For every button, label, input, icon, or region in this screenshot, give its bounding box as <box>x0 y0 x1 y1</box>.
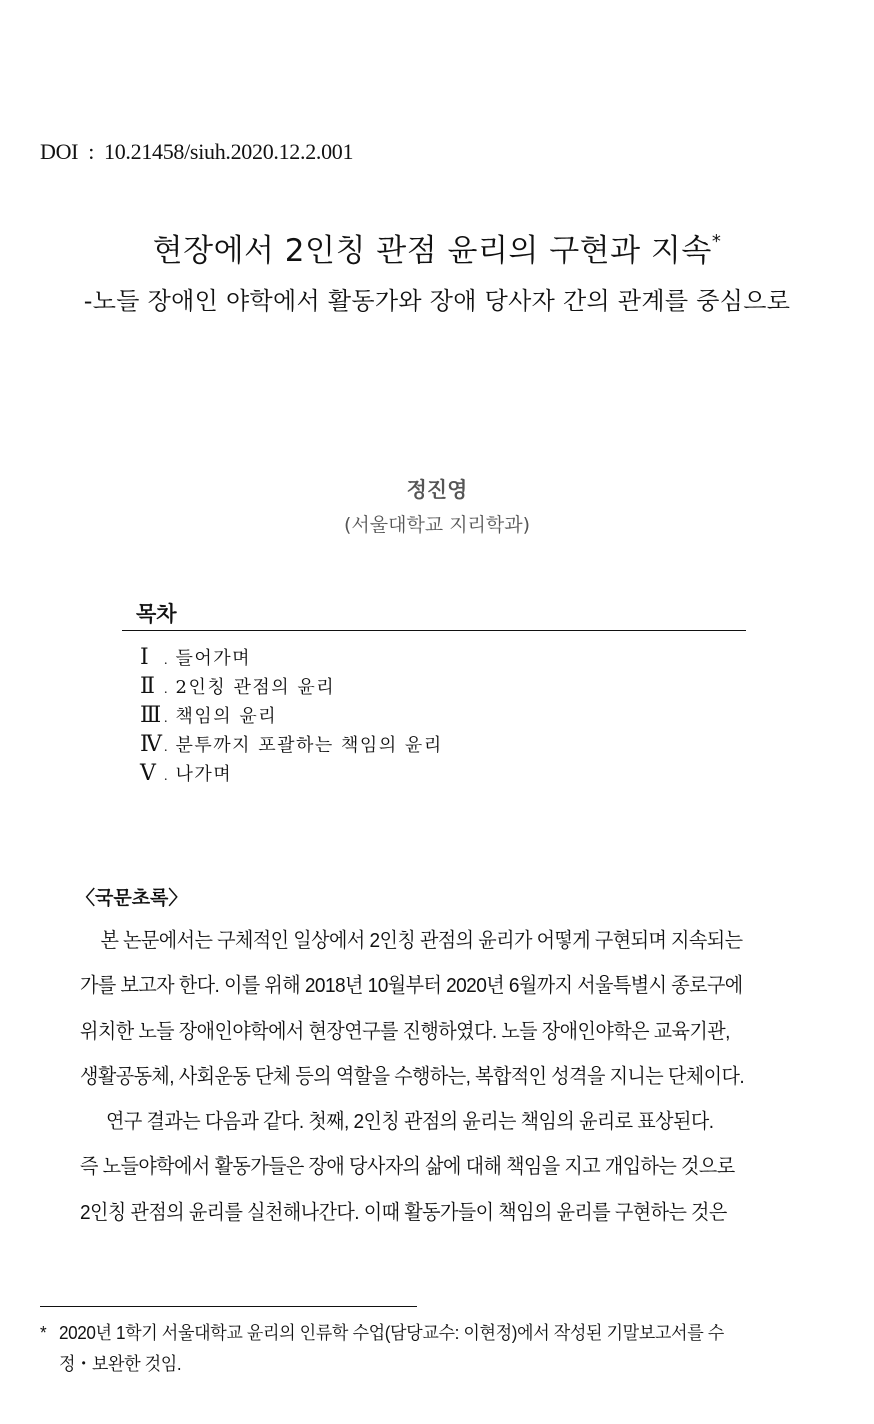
toc-item-5[interactable] <box>140 758 443 787</box>
abstract-line: 즉 노들야학에서 활동가들은 장애 당사자의 삶에 대해 책임을 지고 개입하는 것으로 <box>80 1155 735 1179</box>
toc-divider <box>122 630 746 631</box>
title-footnote-marker[interactable]: * <box>711 231 722 252</box>
footnote-line-1 <box>40 1318 800 1349</box>
toc-item-dot: . <box>164 653 168 668</box>
toc-item-label: 2인칭 관점의 윤리 <box>175 677 336 698</box>
paper-title <box>0 225 874 270</box>
toc-item-label: 들어가며 <box>175 648 252 669</box>
doi <box>40 139 353 165</box>
footnote <box>40 1318 840 1380</box>
toc-item-dot: . <box>164 740 168 755</box>
footnote-divider <box>40 1306 417 1307</box>
toc-item-2[interactable] <box>140 671 443 700</box>
abstract-line: 2인칭 관점의 윤리를 실천해나간다. 이때 활동가들이 책임의 윤리를 구현하는 것은 <box>80 1200 727 1224</box>
toc-item-number: Ⅱ <box>140 673 155 698</box>
doi-value: 10.21458/siuh.2020.12.2.001 <box>104 139 354 164</box>
abstract-heading: 〈국문초록〉 <box>76 887 188 909</box>
footnote-text: 2020년 1학기 서울대학교 윤리의 인류학 수업(담당교수: 이현정)에서 작성된 기말보고서를 수 <box>59 1323 724 1343</box>
toc-item-number: Ⅲ <box>140 702 162 727</box>
toc-item-dot: . <box>164 682 168 697</box>
toc-item-label: 책임의 윤리 <box>175 706 278 727</box>
toc-item-dot: . <box>164 769 168 784</box>
paper-title-text: 현장에서 2인칭 관점 윤리의 구현과 지속 <box>152 233 712 269</box>
toc-item-label: 분투까지 포괄하는 책임의 윤리 <box>175 735 443 756</box>
doi-separator: : <box>88 139 95 164</box>
table-of-contents <box>140 642 443 787</box>
toc-item-3[interactable] <box>140 700 443 729</box>
paper-subtitle: -노들 장애인 야학에서 활동가와 장애 당사자 간의 관계를 중심으로 <box>83 287 791 315</box>
abstract-line: 생활공동체, 사회운동 단체 등의 역할을 수행하는, 복합적인 성격을 지니는 단체이다. <box>80 1064 745 1088</box>
author-name: 정진영 <box>406 478 468 502</box>
toc-item-dot: . <box>164 711 168 726</box>
footnote-line-2: 정・보완한 것임. <box>59 1354 182 1374</box>
abstract-line: 연구 결과는 다음과 같다. 첫째, 2인칭 관점의 윤리는 책임의 윤리로 표상된다. <box>106 1110 714 1134</box>
abstract-line: 가를 보고자 한다. 이를 위해 2018년 10월부터 2020년 6월까지 서울특별시 종로구에 <box>80 974 743 998</box>
toc-item-number: Ⅴ <box>140 760 156 785</box>
doi-label: DOI <box>40 139 79 164</box>
footnote-marker: * <box>40 1323 47 1343</box>
toc-item-number: Ⅰ <box>140 644 149 669</box>
abstract-line: 본 논문에서는 구체적인 일상에서 2인칭 관점의 윤리가 어떻게 구현되며 지속되는 <box>100 929 743 952</box>
abstract-line: 위치한 노들 장애인야학에서 현장연구를 진행하였다. 노들 장애인야학은 교육기관, <box>80 1019 730 1043</box>
toc-item-4[interactable] <box>140 729 443 758</box>
toc-item-1[interactable] <box>140 642 443 671</box>
toc-heading: 목차 <box>136 602 177 626</box>
toc-item-number: Ⅳ <box>140 731 162 756</box>
toc-item-label: 나가며 <box>175 764 233 785</box>
author-affiliation: (서울대학교 지리학과) <box>343 514 531 536</box>
abstract-body <box>80 924 796 1241</box>
